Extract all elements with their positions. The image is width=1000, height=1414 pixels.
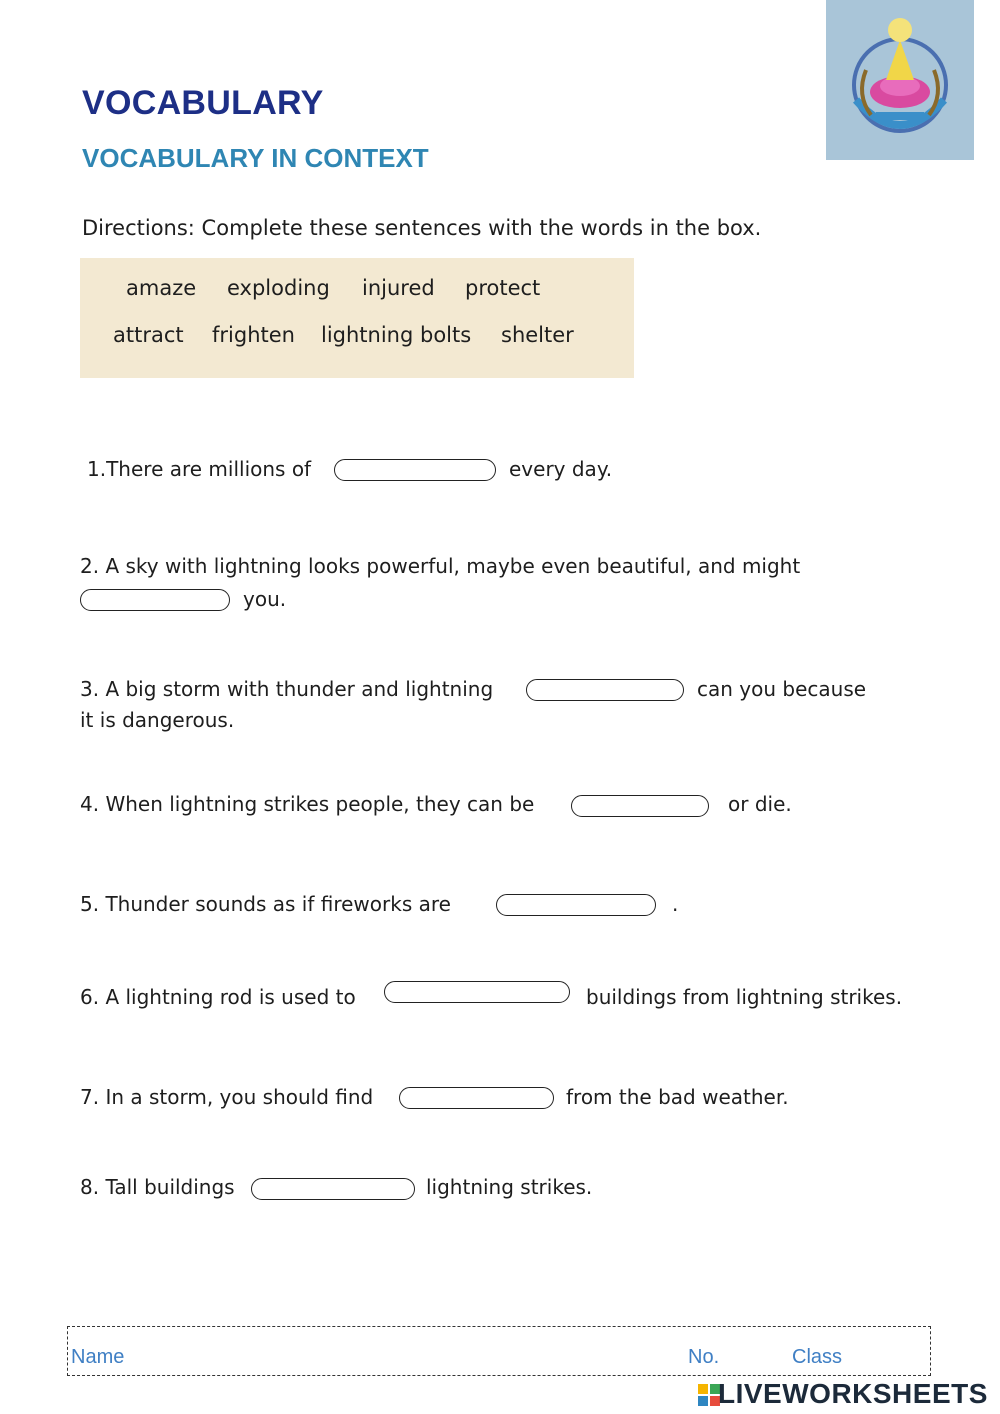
answer-blank-1[interactable]: [334, 459, 496, 481]
question-text: 6. A lightning rod is used to: [80, 985, 356, 1009]
name-label: Name: [71, 1346, 125, 1368]
question-text: 8. Tall buildings: [80, 1175, 235, 1199]
question-text: 7. In a storm, you should find: [80, 1085, 374, 1109]
page-title: VOCABULARY: [82, 84, 324, 122]
word-option: exploding: [227, 276, 330, 300]
question-text-after: lightning strikes.: [426, 1175, 593, 1199]
answer-blank-4[interactable]: [571, 795, 709, 817]
page-subtitle: VOCABULARY IN CONTEXT: [82, 143, 429, 173]
question-text-after: buildings from lightning strikes.: [586, 985, 903, 1009]
answer-blank-2[interactable]: [80, 589, 230, 611]
answer-blank-8[interactable]: [251, 1178, 415, 1200]
word-option: injured: [362, 276, 435, 300]
question-text-line2: it is dangerous.: [80, 708, 235, 732]
answer-blank-7[interactable]: [399, 1087, 554, 1109]
question-text: 1.There are millions of: [87, 457, 312, 481]
question-text-after: every day.: [509, 457, 613, 481]
emblem-icon: [826, 0, 974, 160]
word-option: frighten: [212, 323, 295, 347]
question-text: 5. Thunder sounds as if fireworks are: [80, 892, 451, 916]
word-option: shelter: [501, 323, 574, 347]
question-text-after: from the bad weather.: [566, 1085, 789, 1109]
question-text: 4. When lightning strikes people, they can be: [80, 792, 535, 816]
word-bank: [80, 258, 634, 378]
liveworksheets-logo-icon: [698, 1384, 720, 1406]
answer-blank-3[interactable]: [526, 679, 684, 701]
word-option: lightning bolts: [321, 323, 472, 347]
school-emblem: [826, 0, 974, 160]
number-label: No.: [688, 1346, 720, 1368]
liveworksheets-brand: LIVEWORKSHEETS: [718, 1378, 988, 1409]
class-label: Class: [792, 1346, 843, 1368]
word-option: attract: [113, 323, 184, 347]
word-option: amaze: [126, 276, 197, 300]
answer-blank-6[interactable]: [384, 981, 570, 1003]
question-text-after: .: [672, 892, 679, 916]
answer-blank-5[interactable]: [496, 894, 656, 916]
word-option: protect: [465, 276, 541, 300]
directions-text: Directions: Complete these sentences with the words in the box.: [82, 216, 762, 240]
question-text: 3. A big storm with thunder and lightning: [80, 677, 494, 701]
question-text-after: or die.: [728, 792, 792, 816]
question-text-after: can you because: [697, 677, 867, 701]
question-text-after: you.: [243, 587, 287, 611]
question-text: 2. A sky with lightning looks powerful, maybe even beautiful, and might: [80, 554, 801, 578]
